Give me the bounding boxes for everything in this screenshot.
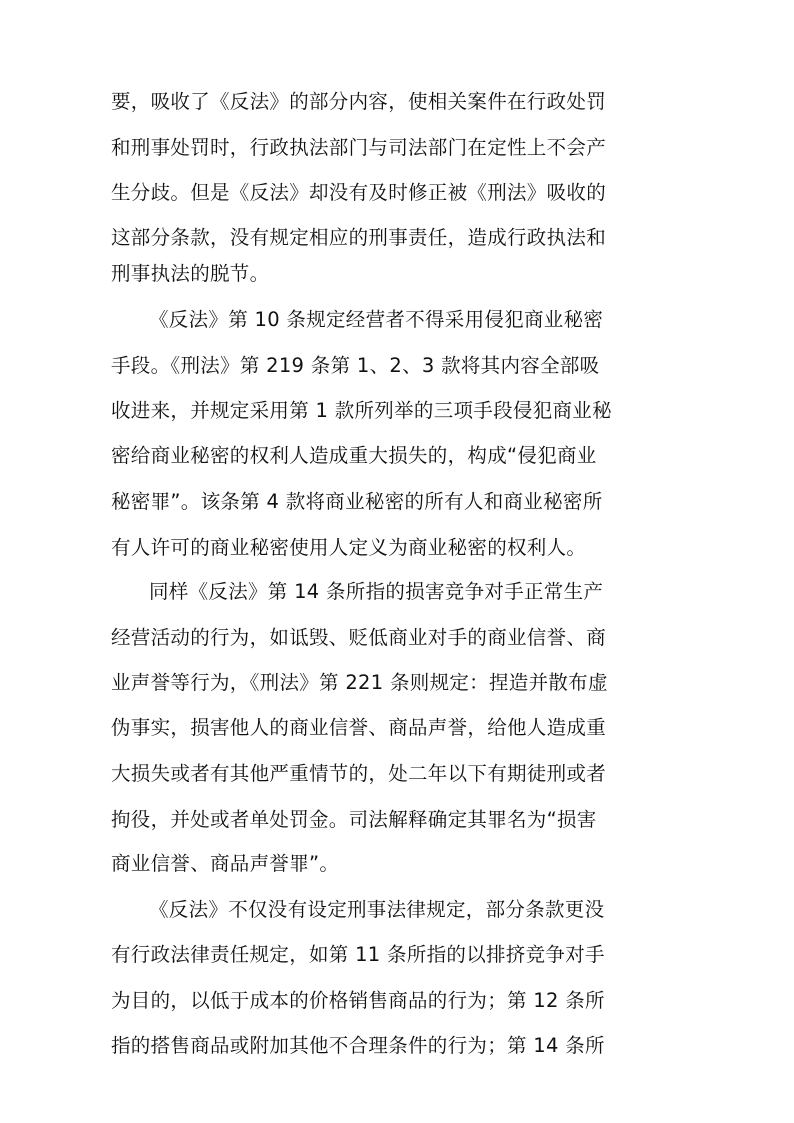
text-line: 有行政法律责任规定，如第 11 条所指的以排挤竞争对手 <box>111 943 605 966</box>
text-line: 经营活动的行为，如诋毁、贬低商业对手的商业信誉、商 <box>111 626 607 649</box>
text-line: 为目的，以低于成本的价格销售商品的行为；第 12 条所 <box>111 989 605 1012</box>
text-line: 有人许可的商业秘密使用人定义为商业秘密的权利人。 <box>111 536 587 559</box>
text-line: 收进来，并规定采用第 1 款所列举的三项手段侵犯商业秘 <box>111 399 612 422</box>
text-line: 秘密罪”。该条第 4 款将商业秘密的所有人和商业秘密所 <box>111 490 603 513</box>
text-line: 指的搭售商品或附加其他不合理条件的行为；第 14 条所 <box>111 1034 605 1057</box>
text-line: 《反法》第 10 条规定经营者不得采用侵犯商业秘密 <box>149 308 604 331</box>
text-line: 和刑事处罚时，行政执法部门与司法部门在定性上不会产 <box>111 136 607 159</box>
text-line: 生分歧。但是《反法》却没有及时修正被《刑法》吸收的 <box>111 181 607 204</box>
text-line: 《反法》不仅没有设定刑事法律规定，部分条款更没 <box>149 898 605 921</box>
text-line: 手段。《刑法》第 219 条第 1、2、3 款将其内容全部吸 <box>111 354 600 377</box>
text-line: 这部分条款，没有规定相应的刑事责任，造成行政执法和 <box>111 226 607 249</box>
text-line: 大损失或者有其他严重情节的，处二年以下有期徒刑或者 <box>111 762 607 785</box>
text-line: 业声誉等行为，《刑法》第 221 条则规定：捏造并散布虚 <box>111 671 608 694</box>
text-line: 伪事实，损害他人的商业信誉、商品声誉，给他人造成重 <box>111 716 607 739</box>
text-line: 商业信誉、商品声誉罪”。 <box>111 852 340 875</box>
text-line: 刑事执法的脱节。 <box>111 262 270 285</box>
text-line: 要，吸收了《反法》的部分内容，使相关案件在行政处罚 <box>111 90 607 113</box>
text-line: 密给商业秘密的权利人造成重大损失的，构成“侵犯商业 <box>111 444 597 467</box>
text-line: 同样《反法》第 14 条所指的损害竞争对手正常生产 <box>149 580 604 603</box>
text-line: 拘役，并处或者单处罚金。司法解释确定其罪名为“损害 <box>111 808 597 831</box>
